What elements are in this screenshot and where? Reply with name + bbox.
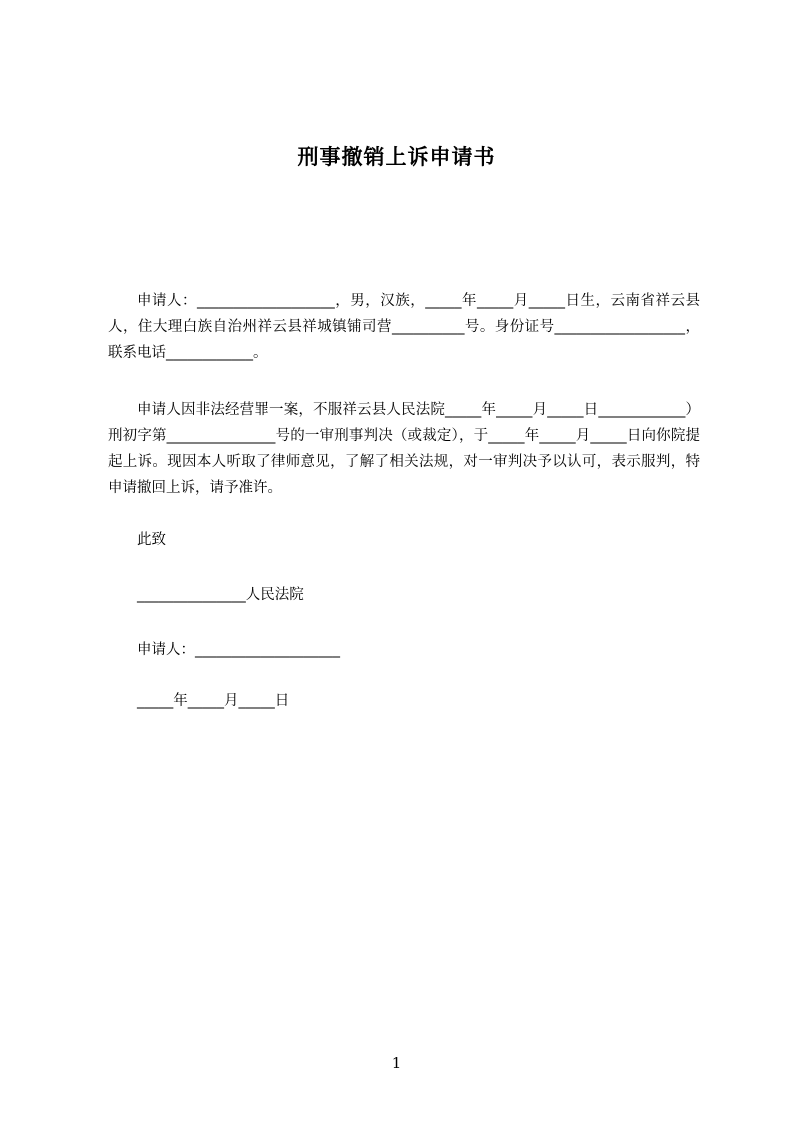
salutation: 此致 [137,532,166,548]
applicant-signature-line: 申请人：____________________ [137,642,340,658]
page-number: 1 [391,1054,402,1072]
document-title: 刑事撤销上诉申请书 [297,145,496,169]
court-name-line: _______________人民法院 [137,587,304,603]
applicant-info-paragraph: 申请人：___________________，男，汉族，_____年_____月_____日生，云南省祥云县人，住大理白族自治州祥云县祥城镇铺司营__________号。身份证号__________________，联系电话____________。 [108,293,700,361]
date-line: _____年_____月_____日 [137,693,290,709]
withdrawal-reason-paragraph: 申请人因非法经营罪一案，不服祥云县人民法院_____年_____月_____日____________）刑初字第_______________号的一审刑事判决（或裁定），于_____年_____月_____日向你院提起上诉。现因本人听取了律师意见，了解了相关法规，对一审判决予以认可，表示服判，特申请撤回上诉，请予准许。 [108,402,700,496]
